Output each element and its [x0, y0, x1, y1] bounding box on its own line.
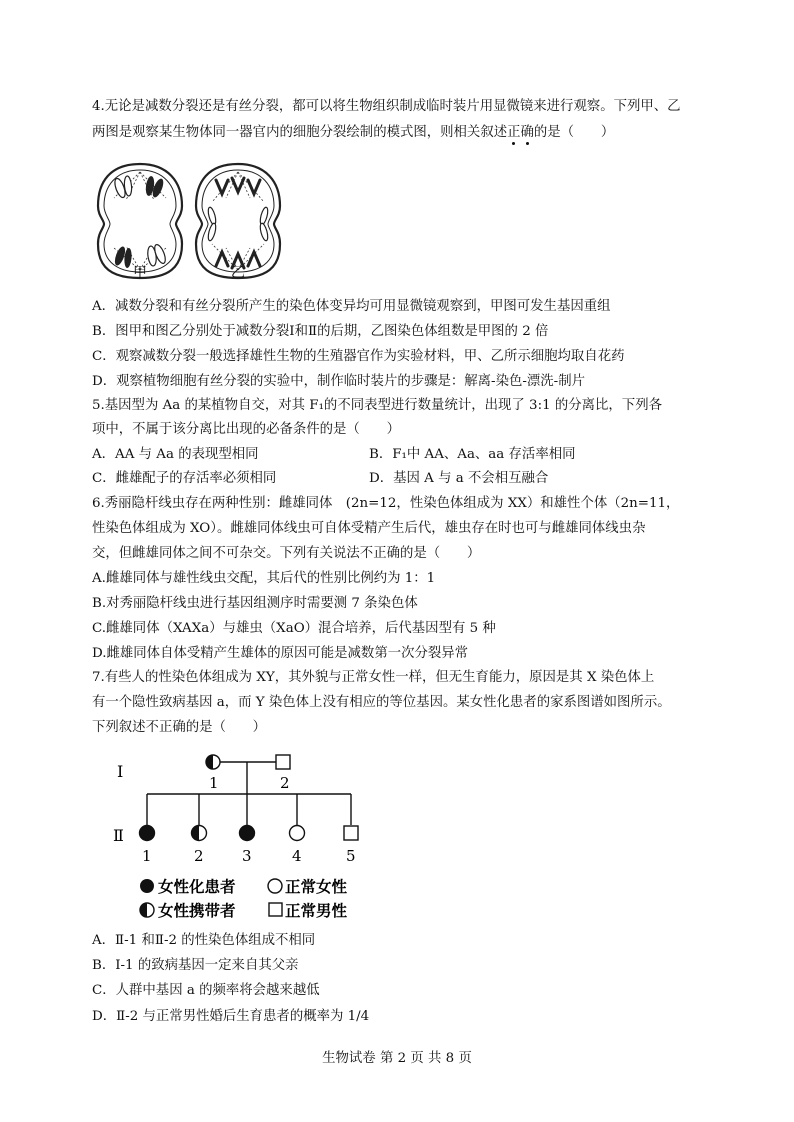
legend-affected-symbol: [140, 879, 154, 893]
legend-normal-male-text: 正常男性: [285, 901, 348, 920]
legend-carrier-text: 女性携带者: [158, 901, 236, 920]
gen2-number-2: 2: [194, 847, 204, 865]
gen1-number-2: 2: [280, 774, 290, 792]
q4-option-b: B．图甲和图乙分别处于减数分裂Ⅰ和Ⅱ的后期，乙图染色体组数是甲图的 2 倍: [92, 324, 549, 339]
q7-option-c: C．人群中基因 a 的频率将会越来越低: [92, 983, 320, 998]
q5-option-d: D．基因 A 与 a 不会相互融合: [369, 471, 549, 486]
q4-stem-line1: 4.无论是减数分裂还是有丝分裂，都可以将生物组织制成临时装片用显微镜来进行观察。下列甲、乙: [92, 99, 681, 114]
q6-stem-line1: 6.秀丽隐杆线虫存在两种性别：雌雄同体 (2n=12，性染色体组成为 XX）和雄性个体（2n=11，: [92, 496, 680, 511]
q7-stem-line2: 有一个隐性致病基因 a，而 Y 染色体上没有相应的等位基因。某女性化患者的家系图谱如图所示。: [92, 695, 671, 710]
q4-option-a: A．减数分裂和有丝分裂所产生的染色体变异均可用显微镜观察到，甲图可发生基因重组: [92, 299, 611, 314]
q7-option-d: D．Ⅱ-2 与正常男性婚后生育患者的概率为 1/4: [92, 1009, 370, 1024]
gen2-number-1: 1: [142, 847, 152, 865]
legend-affected-text: 女性化患者: [158, 877, 236, 896]
q7-option-a: A．Ⅱ-1 和Ⅱ-2 的性染色体组成不相同: [92, 933, 316, 948]
q4-emphasis-char-2: 确: [520, 125, 534, 140]
q4-option-c: C．观察减数分裂一般选择雄性生物的生殖器官作为实验材料，甲、乙所示细胞均取自花药: [92, 349, 625, 364]
gen1-number-1: 1: [209, 774, 219, 792]
label-yi: 乙: [231, 265, 245, 281]
gen1-label: Ⅰ: [117, 762, 124, 781]
label-jia: 甲: [133, 265, 147, 281]
gen1-individual-1-carrier-female: [206, 755, 220, 769]
q4-stem-line2-before: 两图是观察某生物体同一器官内的细胞分裂绘制的模式图，则相关叙述: [92, 125, 508, 140]
gen2-individual-4-normal-female: [290, 826, 305, 841]
legend-normal-male-symbol: [269, 903, 282, 916]
q6-stem-line3: 交，但雌雄同体之间不可杂交。下列有关说法不正确的是（ ）: [92, 546, 481, 561]
q6-option-d: D.雌雄同体自体受精产生雄体的原因可能是减数第一次分裂异常: [92, 646, 469, 661]
gen2-number-4: 4: [292, 847, 302, 865]
q6-stem-line2: 性染色体组成为 XO）。雌雄同体线虫可自体受精产生后代，雄虫存在时也可与雌雄同体线虫杂: [92, 521, 646, 536]
q7-stem-line1: 7.有些人的性染色体组成为 XY，其外貌与正常女性一样，但无生育能力，原因是其 X 染色体上: [92, 670, 655, 685]
q6-option-b: B.对秀丽隐杆线虫进行基因组测序时需要测 7 条染色体: [92, 596, 418, 611]
gen1-individual-2-normal-male: [276, 755, 290, 769]
cell-division-figure: [92, 158, 292, 283]
gen2-individual-1-affected: [140, 826, 155, 841]
q6-option-c: C.雌雄同体（XAXa）与雄虫（XaO）混合培养，后代基因型有 5 种: [92, 621, 496, 636]
q7-option-b: B．I-1 的致病基因一定来自其父亲: [92, 958, 299, 973]
gen2-number-5: 5: [346, 847, 356, 865]
gen2-individual-2-carrier-female: [192, 826, 207, 841]
q5-option-a: A．AA 与 Aa 的表现型相同: [92, 447, 259, 462]
pedigree-legend: [140, 877, 348, 920]
q4-stem-line2: [92, 124, 704, 142]
q5-stem-line1: 5.基因型为 Aa 的某植物自交，对其 F₁的不同表型进行数量统计，出现了 3:1 的分离比，下列各: [92, 398, 662, 413]
legend-normal-female-text: 正常女性: [285, 877, 348, 896]
q4-option-d: D．观察植物细胞有丝分裂的实验中，制作临时装片的步骤是：解离-染色-漂洗-制片: [92, 374, 585, 389]
legend-normal-female-symbol: [268, 879, 282, 893]
q6-option-a: A.雌雄同体与雄性线虫交配，其后代的性别比例约为 1：1: [92, 571, 436, 586]
q7-stem-line3: 下列叙述不正确的是（ ）: [92, 720, 267, 735]
gen2-label: Ⅱ: [113, 826, 124, 845]
q5-option-c: C．雌雄配子的存活率必须相同: [92, 471, 277, 486]
gen2-individual-5-normal-male: [344, 826, 358, 840]
q4-stem-line2-after: 的是（ ）: [533, 125, 615, 140]
cell-jia-diagram: [98, 164, 182, 278]
cell-yi-diagram: [196, 164, 280, 278]
q4-emphasis-char-1: 正: [507, 125, 521, 140]
page-footer: 生物试卷 第 2 页 共 8 页: [322, 1051, 472, 1066]
q5-stem-line2: 项中，不属于该分离比出现的必备条件的是（ ）: [92, 422, 400, 437]
gen2-number-3: 3: [242, 847, 252, 865]
q5-option-b: B．F₁中 AA、Aa、aa 存活率相同: [369, 447, 576, 462]
gen2-individual-3-affected: [240, 826, 255, 841]
pedigree-chart: [105, 745, 375, 925]
